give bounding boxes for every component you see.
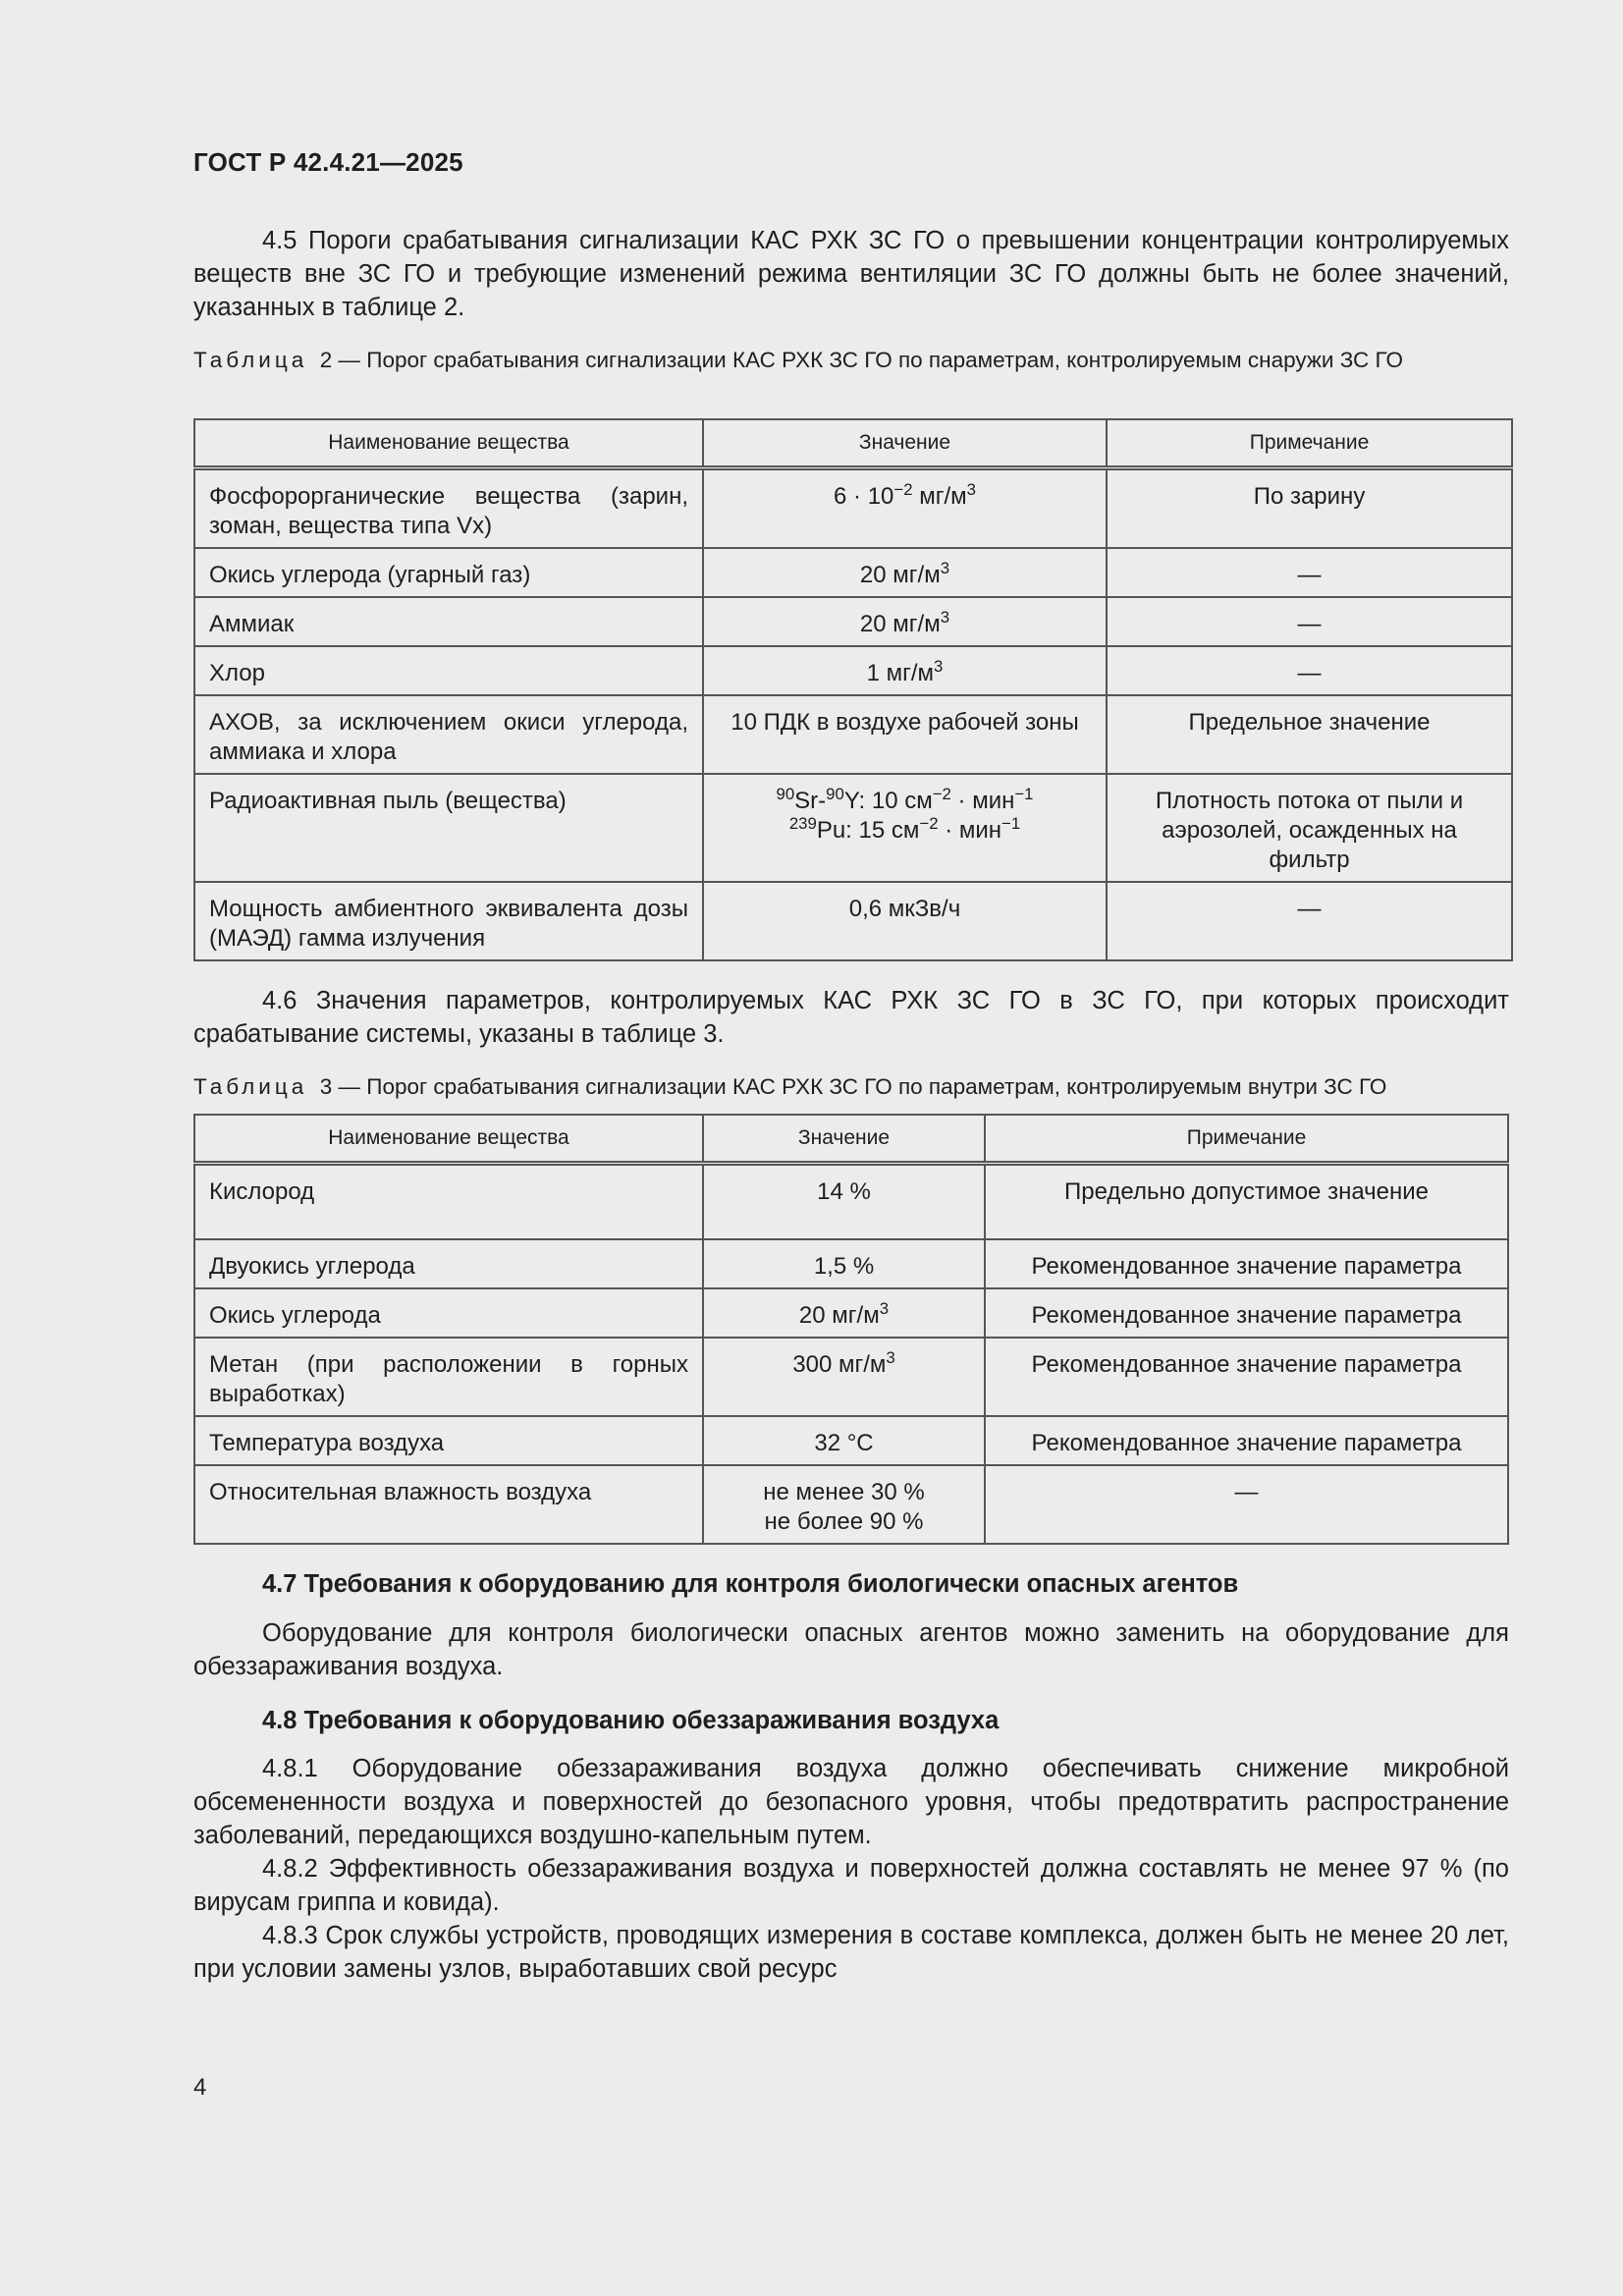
table-2-header-row [194, 419, 1512, 468]
table-cell-value [703, 774, 1107, 882]
value-exponent: 3 [879, 1298, 890, 1318]
value-text: 20 мг/м [798, 1301, 880, 1329]
value-text: 1 мг/м [866, 660, 935, 686]
table-row [194, 1164, 1508, 1239]
value-text: 6 · 10 [834, 483, 894, 510]
table-cell-name: АХОВ, за исключением окиси углерода, аммиака и хлора [194, 695, 703, 774]
table-row [194, 774, 1512, 882]
table-row [194, 597, 1512, 646]
table-3-header-value: Значение [703, 1115, 985, 1164]
value-text: Pu: 15 см [816, 817, 920, 844]
table-3-caption-text: 3 — Порог срабатывания сигнализации КАС РХК ЗС ГО по параметрам, контролируемым внутри ЗС ГО [319, 1074, 1387, 1099]
table-cell-value [703, 548, 1107, 597]
table-cell-value [703, 597, 1107, 646]
table-cell-note: Плотность потока от пыли и аэрозолей, осажденных на фильтр [1107, 774, 1512, 882]
table-cell-value [703, 1338, 985, 1416]
table-cell-value [703, 468, 1107, 549]
table-3-caption-word: Таблица [193, 1074, 308, 1099]
section-heading-4-7: 4.7 Требования к оборудованию для контроля биологически опасных агентов [262, 1570, 1239, 1598]
table-cell-value: 1,5 % [703, 1239, 985, 1288]
value-exponent: −1 [1014, 784, 1034, 803]
table-cell-value: 14 % [703, 1164, 985, 1239]
paragraph-4-6: 4.6 Значения параметров, контролируемых КАС РХК ЗС ГО в ЗС ГО, при которых происходит срабатывание системы, указаны в таблице 3. [193, 987, 1509, 1048]
table-2-caption-word: Таблица [193, 348, 308, 372]
table-cell-value [703, 1465, 985, 1544]
table-2-caption [193, 346, 1509, 375]
table-cell-value [703, 1288, 985, 1338]
table-cell-note: — [1107, 646, 1512, 695]
table-cell-note: Рекомендованное значение параметра [985, 1338, 1508, 1416]
value-line: не более 90 % [764, 1507, 924, 1535]
section-heading-4-8: 4.8 Требования к оборудованию обеззараживания воздуха [262, 1707, 1000, 1734]
table-row [194, 1288, 1508, 1338]
table-row [194, 646, 1512, 695]
table-2-caption-text: 2 — Порог срабатывания сигнализации КАС РХК ЗС ГО по параметрам, контролируемым снаружи ЗС ГО [319, 348, 1403, 372]
value-text: Sr- [794, 788, 827, 814]
table-cell-name: Фосфорорганические вещества (зарин, зоман, вещества типа Vx) [194, 468, 703, 549]
value-text: · мин [950, 788, 1015, 814]
value-exponent: 3 [886, 1347, 895, 1367]
isotope-mass: 90 [826, 784, 844, 803]
table-cell-note: По зарину [1107, 468, 1512, 549]
value-exponent: 3 [940, 607, 950, 627]
value-exponent: −2 [932, 784, 951, 803]
table-3-header-name: Наименование вещества [194, 1115, 703, 1164]
table-cell-note: — [1107, 548, 1512, 597]
table-cell-value [703, 646, 1107, 695]
table-row [194, 882, 1512, 960]
table-cell-name: Хлор [194, 646, 703, 695]
table-cell-note: Предельно допустимое значение [985, 1164, 1508, 1239]
table-cell-name: Температура воздуха [194, 1416, 703, 1465]
paragraph-4-5: 4.5 Пороги срабатывания сигнализации КАС РХК ЗС ГО о превышении концентрации контролируемых веществ вне ЗС ГО и требующие изменений режима вентиляции ЗС ГО должны быть не более значений, указанных в таблице 2. [193, 227, 1509, 321]
value-text: 300 мг/м [792, 1350, 887, 1378]
table-row [194, 1338, 1508, 1416]
table-cell-name: Мощность амбиентного эквивалента дозы (МАЭД) гамма излучения [194, 882, 703, 960]
value-exponent: −2 [893, 479, 913, 499]
table-cell-note: — [1107, 882, 1512, 960]
paragraph-4-8-2: 4.8.2 Эффективность обеззараживания воздуха и поверхностей должна составлять не менее 97 % (по вирусам гриппа и ковида). [193, 1855, 1509, 1916]
value-exponent: 3 [966, 479, 976, 499]
value-text: Y: 10 см [843, 788, 933, 814]
table-2 [193, 418, 1513, 961]
table-cell-name: Кислород [194, 1164, 703, 1239]
value-text: 20 мг/м [859, 562, 941, 588]
table-cell-name: Относительная влажность воздуха [194, 1465, 703, 1544]
table-3-header-row [194, 1115, 1508, 1164]
document-header: ГОСТ Р 42.4.21—2025 [193, 147, 463, 177]
table-cell-value: 10 ПДК в воздухе рабочей зоны [703, 695, 1107, 774]
value-line-sr-y [718, 784, 1092, 816]
table-2-header-name: Наименование вещества [194, 419, 703, 468]
table-row [194, 1239, 1508, 1288]
table-cell-name: Окись углерода [194, 1288, 703, 1338]
table-3-caption [193, 1072, 1509, 1102]
table-row [194, 1416, 1508, 1465]
paragraph-4-8-3: 4.8.3 Срок службы устройств, проводящих измерения в составе комплекса, должен быть не менее 20 лет, при условии замены узлов, выработавших свой ресурс [193, 1922, 1509, 1983]
isotope-mass: 90 [776, 784, 795, 803]
table-cell-name: Аммиак [194, 597, 703, 646]
table-2-header-value: Значение [703, 419, 1107, 468]
table-cell-note: — [1107, 597, 1512, 646]
table-cell-note: Рекомендованное значение параметра [985, 1239, 1508, 1288]
table-cell-name: Двуокись углерода [194, 1239, 703, 1288]
table-cell-note: Рекомендованное значение параметра [985, 1288, 1508, 1338]
table-cell-note: — [985, 1465, 1508, 1544]
value-exponent: 3 [940, 558, 950, 577]
table-row [194, 695, 1512, 774]
table-3 [193, 1114, 1509, 1545]
isotope-mass: 239 [788, 813, 817, 833]
table-row [194, 468, 1512, 549]
table-row [194, 1465, 1508, 1544]
value-exponent: 3 [934, 656, 944, 676]
page-number: 4 [193, 2074, 207, 2101]
value-exponent: −2 [919, 813, 939, 833]
table-cell-name: Метан (при расположении в горных выработках) [194, 1338, 703, 1416]
value-exponent: −1 [1001, 813, 1021, 833]
value-text: · мин [938, 817, 1002, 844]
paragraph-4-8-1: 4.8.1 Оборудование обеззараживания воздуха должно обеспечивать снижение микробной обсемененности воздуха и поверхностей до безопасного уровня, чтобы предотвратить распространение заболеваний, передающихся воздушно-капельным путем. [193, 1755, 1509, 1849]
value-line-pu [718, 813, 1092, 846]
table-cell-name: Окись углерода (угарный газ) [194, 548, 703, 597]
table-cell-value: 32 °С [703, 1416, 985, 1465]
table-cell-note: Предельное значение [1107, 695, 1512, 774]
table-2-header-note: Примечание [1107, 419, 1512, 468]
table-3-header-note: Примечание [985, 1115, 1508, 1164]
value-unit: мг/м [912, 483, 967, 510]
paragraph-4-7: Оборудование для контроля биологически опасных агентов можно заменить на оборудование для обеззараживания воздуха. [193, 1619, 1509, 1680]
table-cell-note: Рекомендованное значение параметра [985, 1416, 1508, 1465]
table-cell-value: 0,6 мкЗв/ч [703, 882, 1107, 960]
value-text: 20 мг/м [859, 611, 941, 637]
value-line: не менее 30 % [763, 1478, 925, 1505]
table-row [194, 548, 1512, 597]
table-cell-name: Радиоактивная пыль (вещества) [194, 774, 703, 882]
